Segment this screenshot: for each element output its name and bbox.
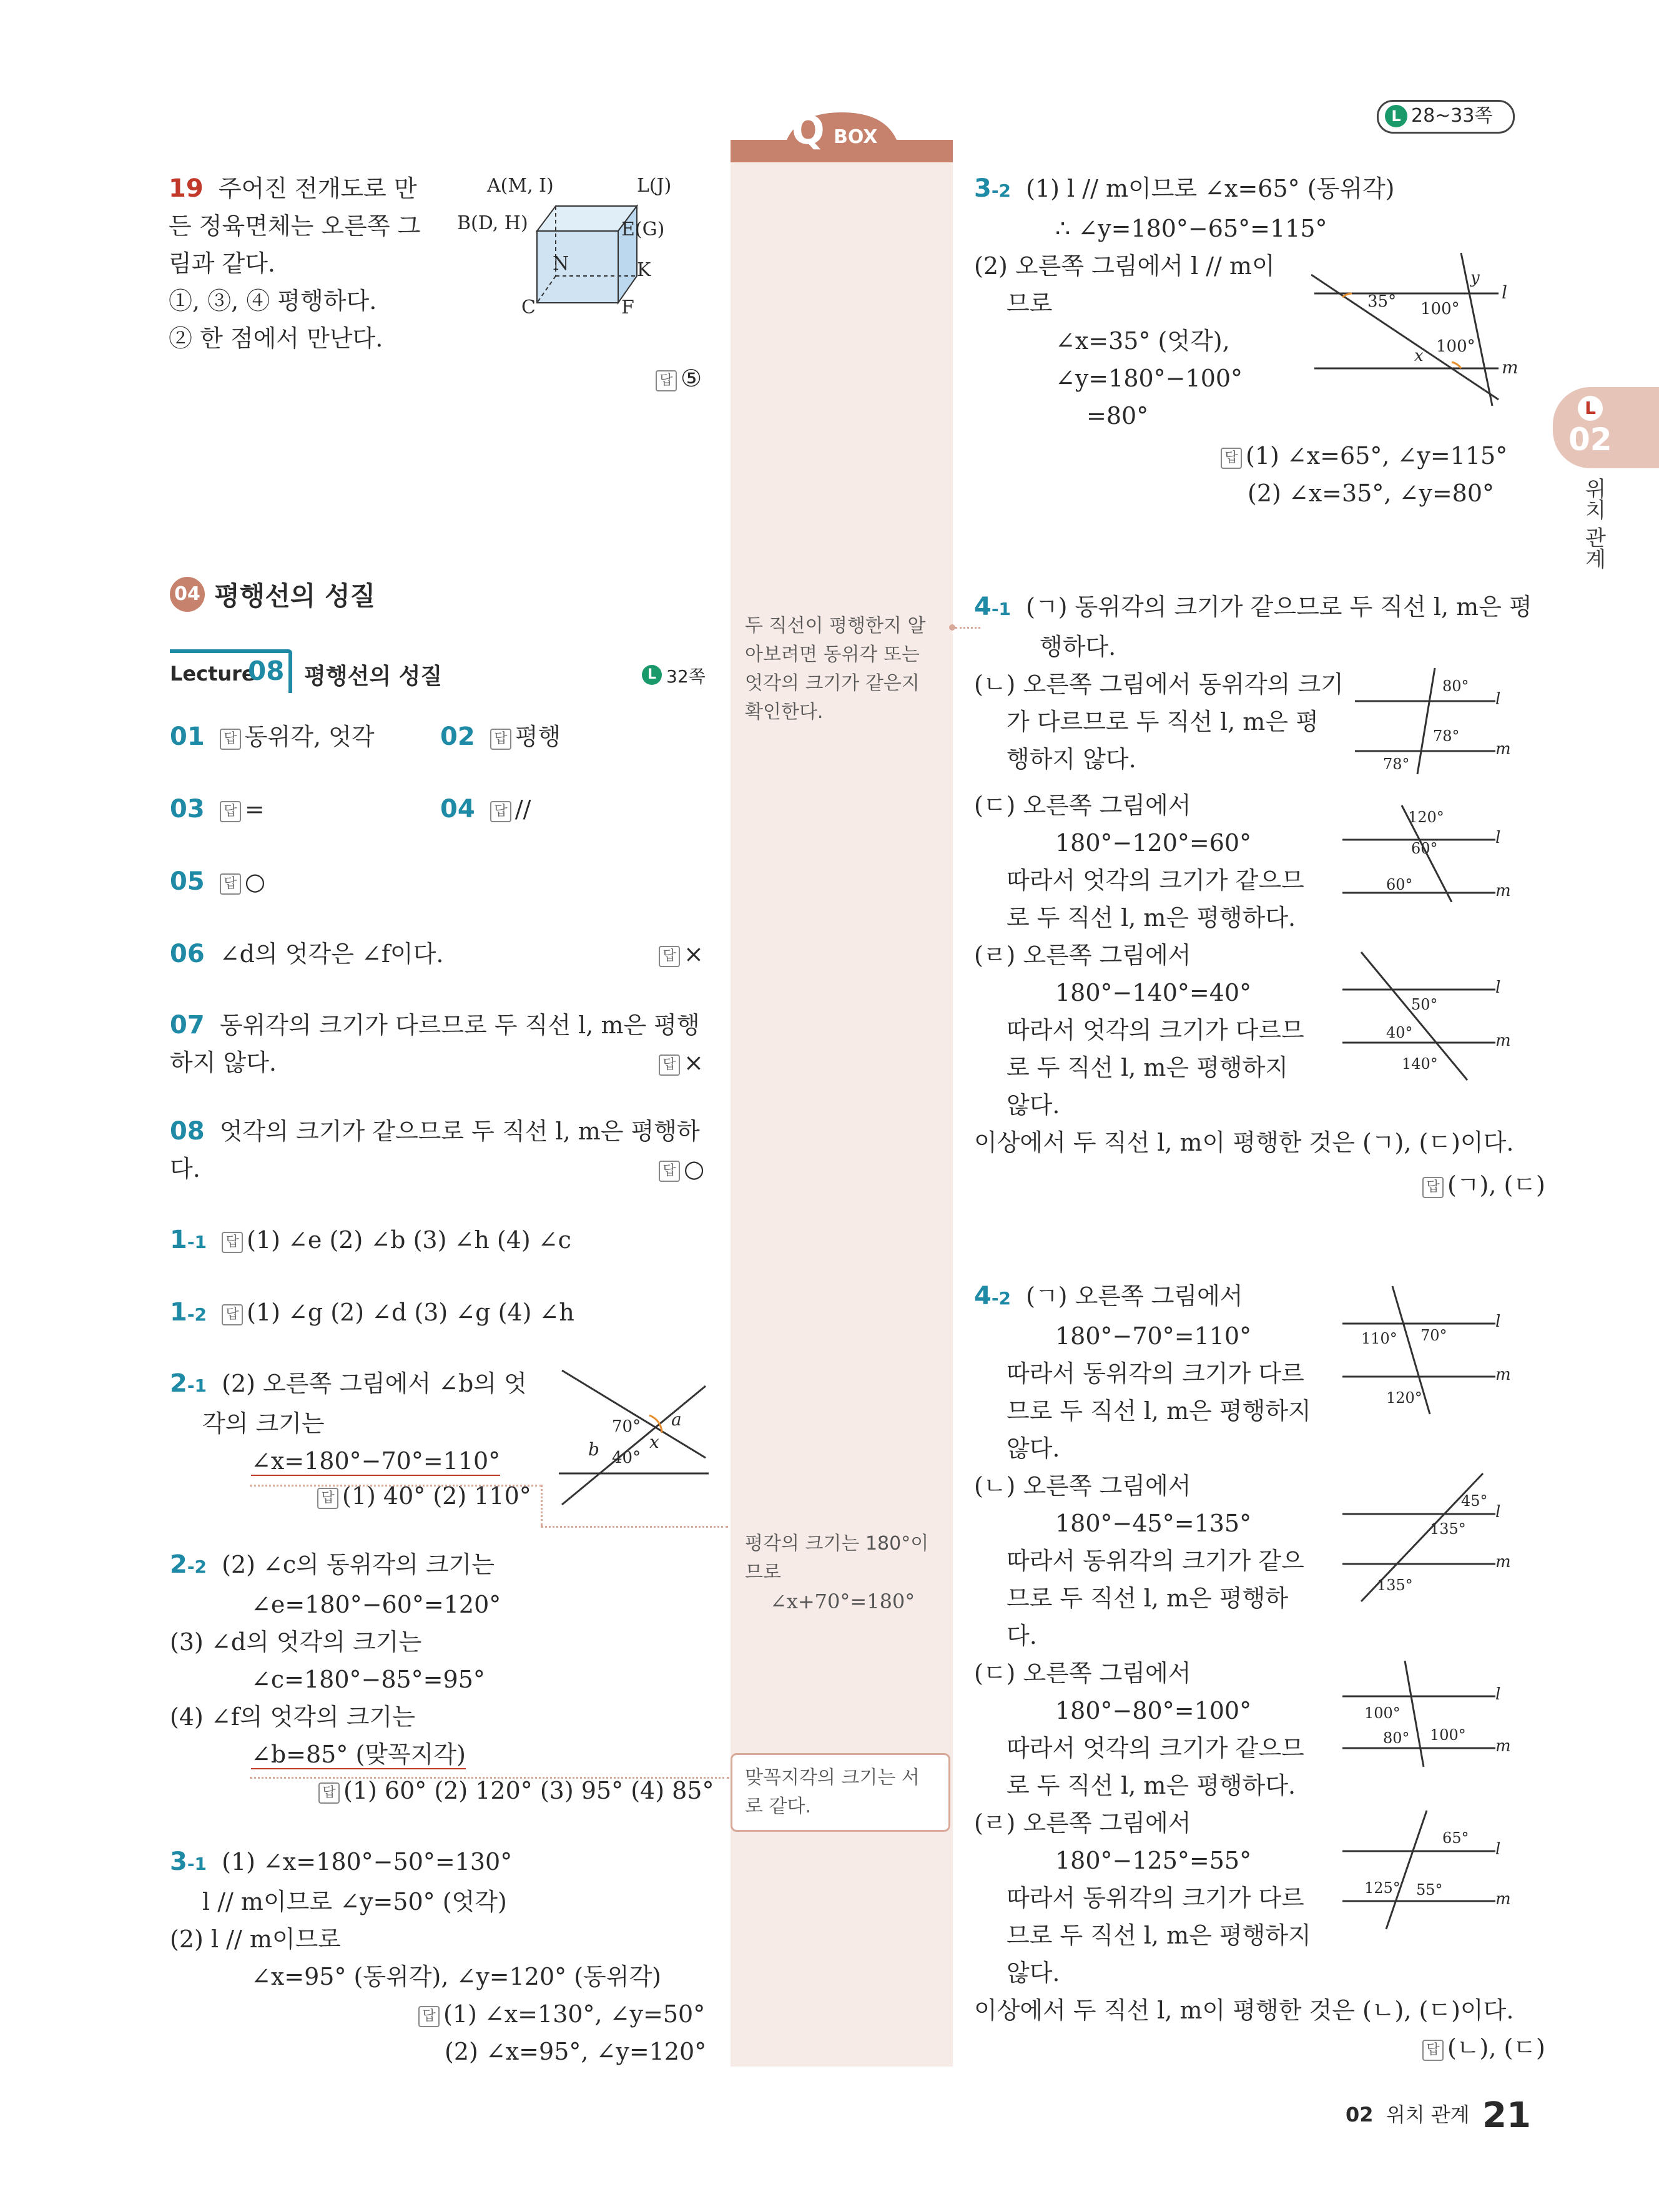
answer-icon: 답 [656, 370, 677, 391]
q3-1-answer-1: 답 (1) ∠x=130°, ∠y=50° [418, 1995, 705, 2033]
q2-2-answer: 답 (1) 60° (2) 120° (3) 95° (4) 85° [318, 1772, 714, 1809]
fig-4-2-c: 100° 80° 100° l m [1342, 1658, 1517, 1770]
page-number: 21 [1482, 2095, 1531, 2136]
answer-icon: 답 [418, 2006, 440, 2027]
q4-1: 4-1 (ㄱ) 동위각의 크기가 같으므로 두 직선 l, m은 평 행하다. (ㄴ) 오른쪽 그림에서 동위각의 크기 가 다르므로 두 직선 l, m은 평 행하지 않다. (ㄷ) 오른쪽 그림에서 180°−120°=60° 따라서 엇각의 크기가 같으므 로 두 직선 l, m은 평행하다. (ㄹ) 오른쪽 그림에서 180°−140°=40° 따라서 엇각의 크기가 다르므 로 두 직선 l, m은 평행하지 않다. 이상에서 두 직선 l, m이 평행한 것은 (ㄱ), (ㄷ)이다. [974, 592, 1532, 1156]
answer-icon: 답 [659, 946, 680, 967]
q3-1: 3-1 (1) ∠x=180°−50°=130° l // m이므로 ∠y=50° (엇각) (2) l // m이므로 ∠x=95° (동위각), ∠y=120° (동위각) [170, 1847, 662, 1990]
answer-icon: 답 [1221, 448, 1242, 469]
q4-2-answer: 답 (ㄴ), (ㄷ) [1422, 2029, 1545, 2067]
section-title: 평행선의 성질 [214, 581, 376, 611]
q3-2: 3-2 (1) l // m이므로 ∠x=65° (동위각) ∴ ∠y=180°−65°=115° (2) 오른쪽 그림에서 l // m이 므로 ∠x=35° (엇각), ∠y=180°−100° =80° [974, 174, 1395, 430]
problem-19: 19 주어진 전개도로 만 든 정육면체는 오른쪽 그 림과 같다. ①, ③, ④ 평행하다. ② 한 점에서 만난다. [169, 174, 421, 352]
q3-1-answer-2: (2) ∠x=95°, ∠y=120° [445, 2038, 707, 2065]
section-badge: 04 [170, 577, 205, 612]
q3-2-answer-1: 답 (1) ∠x=65°, ∠y=115° [1221, 437, 1507, 474]
q2-1: 2-1 (2) 오른쪽 그림에서 ∠b의 엇 각의 크기는 ∠x=180°−70°=110° [170, 1369, 527, 1475]
fig-3-2: y 35° 100° 100° x l m [1311, 250, 1517, 412]
answer-icon: 답 [490, 729, 511, 750]
fig-2-1: 70° a x b 40° [556, 1364, 712, 1514]
answer-icon: 답 [490, 801, 511, 822]
answer-icon: 답 [222, 1304, 243, 1325]
q05: 05 답 ○ [170, 867, 266, 896]
section-header [170, 576, 375, 613]
lecture-header: Lecture 08 평행선의 성질 L 32쪽 [170, 649, 707, 693]
fig-4-1-b: 80° 78° 78° l m [1355, 665, 1517, 777]
cube-figure: A(M, I) L(J) B(D, H) E(G) N K C F [457, 175, 672, 318]
q07: 07 동위각의 크기가 다르므로 두 직선 l, m은 평행 하지 않다. [170, 1011, 700, 1076]
answer-icon: 답 [220, 801, 241, 822]
q08-answer: 답 ○ [659, 1150, 704, 1187]
qbox-title: Q BOX [731, 107, 953, 157]
q08: 08 엇각의 크기가 같으므로 두 직선 l, m은 평행하 다. [170, 1117, 700, 1182]
answer-icon: 답 [659, 1161, 680, 1182]
side-tab: L 02 [1553, 387, 1659, 468]
q07-answer: 답 × [659, 1044, 704, 1081]
q2-1-answer: 답 (1) 40° (2) 110° [317, 1477, 531, 1515]
fig-4-1-c: 120° 60° 60° l m [1342, 802, 1517, 902]
q3-2-answer-2: (2) ∠x=35°, ∠y=80° [1248, 479, 1495, 507]
note-connector-line-2 [541, 1485, 543, 1526]
fig-4-1-d: 50° 40° 140° l m [1342, 949, 1517, 1086]
qbox-note-1: 두 직선이 평행한지 알 아보려면 동위각 또는 엇각의 크기가 같은지 확인한다. [745, 615, 926, 723]
page-footer: 02 위치 관계 21 [1346, 2095, 1531, 2136]
answer-icon: 답 [317, 1488, 338, 1509]
q03: 03 답 = [170, 795, 265, 823]
q2-2: 2-2 (2) ∠c의 동위각의 크기는 ∠e=180°−60°=120° (3) ∠d의 엇각의 크기는 ∠c=180°−85°=95° (4) ∠f의 엇각의 크기는 ∠b=85° (맞꼭지각) [170, 1550, 501, 1768]
answer-underline-dotted [250, 1485, 542, 1487]
answer-icon: 답 [220, 873, 241, 895]
answer-icon: 답 [222, 1232, 243, 1253]
q02: 02 답 평행 [440, 722, 561, 751]
q4-1-answer: 답 (ㄱ), (ㄷ) [1422, 1166, 1545, 1204]
answer-icon: 답 [220, 729, 241, 750]
fig-4-2-a: 110° 70° 120° l m [1342, 1283, 1517, 1420]
q06-answer: 답 × [659, 935, 704, 973]
note-connector-line-3 [541, 1526, 728, 1528]
l-badge-icon: L [642, 665, 662, 685]
answer-icon: 답 [318, 1782, 340, 1804]
q4-2: 4-2 (ㄱ) 오른쪽 그림에서 180°−70°=110° 따라서 동위각의 크기가 다르 므로 두 직선 l, m은 평행하지 않다. (ㄴ) 오른쪽 그림에서 180°−45°=135° 따라서 동위각의 크기가 같으 므로 두 직선 l, m은 평행하 다. (ㄷ) 오른쪽 그림에서 180°−80°=100° 따라서 엇각의 크기가 같으므 로 두 직선 l, m은 평행하다. (ㄹ) 오른쪽 그림에서 180°−125°=55° 따라서 동위각의 크기가 다르 므로 두 직선 l, m은 평행하지 않다. 이상에서 두 직선 l, m이 평행한 것은 (ㄴ), (ㄷ)이다. [974, 1282, 1514, 2024]
fig-4-2-b: 45° 135° 135° l m [1342, 1470, 1517, 1608]
q1-1: 1-1 답 (1) ∠e (2) ∠b (3) ∠h (4) ∠c [170, 1226, 571, 1254]
page-ref-badge: L 28~33쪽 [1377, 100, 1515, 134]
answer-icon: 답 [1422, 1177, 1444, 1198]
q01: 01 답 동위각, 엇각 [170, 722, 375, 751]
q06: 06 ∠d의 엇각은 ∠f이다. [170, 940, 444, 968]
answer-icon: 답 [659, 1054, 680, 1076]
fig-4-2-d: 65° 125° 55° l m [1342, 1807, 1517, 1932]
q1-2: 1-2 답 (1) ∠g (2) ∠d (3) ∠g (4) ∠h [170, 1298, 574, 1327]
problem-19-answer: 답 ⑤ [656, 360, 702, 397]
side-tab-label: 위치 관계 [1581, 478, 1606, 569]
qbox-note-3: 맞꼭지각의 크기는 서 로 같다. [731, 1753, 950, 1832]
q04: 04 답 // [440, 795, 531, 823]
l-badge-icon: L [1578, 396, 1603, 421]
answer-icon: 답 [1422, 2040, 1444, 2061]
qbox-note-2: 평각의 크기는 180°이 므로 ∠x+70°=180° [745, 1533, 929, 1613]
l-badge-icon: L [1385, 105, 1407, 127]
